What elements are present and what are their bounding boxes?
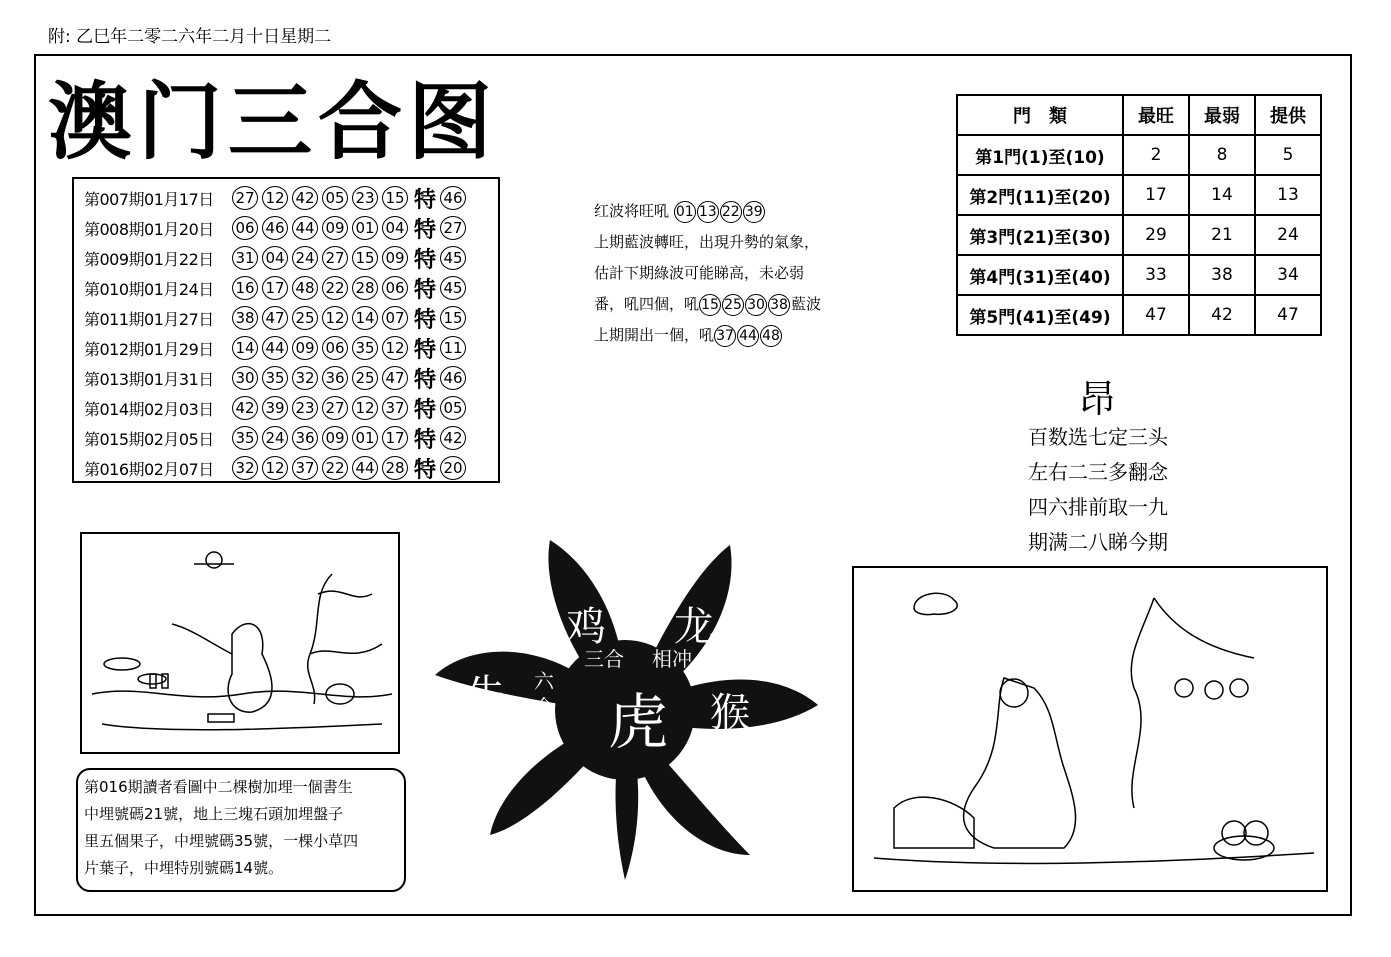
number-ball: 25 [722, 294, 744, 316]
door-value: 13 [1255, 175, 1321, 215]
number-ball: 42 [232, 396, 258, 420]
special-marker: 特 [413, 367, 436, 393]
history-row-label: 第015期02月05日 [84, 429, 214, 449]
number-ball: 23 [352, 186, 378, 210]
door-value: 29 [1123, 215, 1189, 255]
history-row [84, 333, 498, 363]
number-ball: 12 [262, 456, 288, 480]
number-ball: 42 [292, 186, 318, 210]
number-ball: 30 [232, 366, 258, 390]
door-row [957, 135, 1321, 175]
special-marker: 特 [413, 307, 436, 333]
poem-line: 左右二三多翻念 [1028, 460, 1168, 484]
door-value: 17 [1123, 175, 1189, 215]
number-ball: 30 [745, 294, 767, 316]
number-ball: 12 [322, 306, 348, 330]
number-ball: 25 [352, 366, 378, 390]
wave-line-2: 上期藍波轉旺，出現升勢的氣象， [594, 233, 820, 251]
number-ball: 35 [262, 366, 288, 390]
scholar-illustration-left [80, 532, 400, 754]
number-ball: 05 [322, 186, 348, 210]
number-ball: 25 [292, 306, 318, 330]
history-row-label: 第011期01月27日 [84, 309, 214, 329]
history-row [84, 273, 498, 303]
number-ball: 24 [292, 246, 318, 270]
door-range: 第3門(21)至(30) [957, 215, 1123, 255]
door-value: 2 [1123, 135, 1189, 175]
door-value: 21 [1189, 215, 1255, 255]
number-ball: 46 [262, 216, 288, 240]
history-row [84, 183, 498, 213]
poem-line: 百数选七定三头 [1028, 425, 1168, 449]
wave-line-1 [594, 196, 854, 227]
number-ball: 01 [674, 201, 696, 223]
number-ball: 38 [232, 306, 258, 330]
number-ball: 37 [292, 456, 318, 480]
wave-line-5-balls [714, 326, 783, 344]
door-row [957, 255, 1321, 295]
number-ball: 09 [322, 426, 348, 450]
door-value: 24 [1255, 215, 1321, 255]
number-ball: 22 [322, 276, 348, 300]
flower-top-right: 龙 [674, 604, 714, 650]
number-ball: 13 [697, 201, 719, 223]
number-ball: 15 [699, 294, 721, 316]
wave-line-3: 估計下期綠波可能睇高，未必弱 [594, 264, 805, 282]
number-ball: 01 [352, 426, 378, 450]
history-row-label: 第014期02月03日 [84, 399, 214, 419]
history-row-label: 第007期01月17日 [84, 189, 214, 209]
number-ball: 09 [382, 246, 408, 270]
door-value: 47 [1123, 295, 1189, 335]
door-value: 8 [1189, 135, 1255, 175]
special-marker: 特 [413, 277, 436, 303]
history-row-label: 第012期01月29日 [84, 339, 214, 359]
reader-note [76, 768, 406, 892]
history-row-label: 第009期01月22日 [84, 249, 214, 269]
number-ball: 15 [382, 186, 408, 210]
wave-line-4-balls [699, 295, 791, 313]
door-header-min: 最弱 [1189, 95, 1255, 135]
history-row-label: 第008期01月20日 [84, 219, 214, 239]
number-ball: 14 [232, 336, 258, 360]
history-row-label: 第013期01月31日 [84, 369, 214, 389]
special-marker: 特 [413, 397, 436, 423]
number-ball: 36 [292, 426, 318, 450]
wave-line-1-balls [674, 202, 766, 220]
number-ball: 37 [382, 396, 408, 420]
history-row-label: 第016期02月07日 [84, 459, 214, 479]
number-ball: 06 [232, 216, 258, 240]
number-ball: 22 [720, 201, 742, 223]
special-marker: 特 [413, 337, 436, 363]
special-marker: 特 [413, 427, 436, 453]
special-number-ball: 05 [440, 396, 466, 420]
number-ball: 04 [262, 246, 288, 270]
door-header-max: 最旺 [1123, 95, 1189, 135]
poem-line: 四六排前取一九 [1028, 495, 1168, 519]
special-number-ball: 42 [440, 426, 466, 450]
number-ball: 12 [352, 396, 378, 420]
door-value: 42 [1189, 295, 1255, 335]
flower-left: 牛 [466, 672, 506, 718]
number-ball: 27 [232, 186, 258, 210]
number-ball: 44 [352, 456, 378, 480]
special-number-ball: 15 [440, 306, 466, 330]
number-ball: 27 [322, 246, 348, 270]
scholar-sketch-left [82, 534, 398, 752]
number-ball: 14 [352, 306, 378, 330]
door-row [957, 295, 1321, 335]
door-header-offer: 提供 [1255, 95, 1321, 135]
note-line: 第016期讀者看圖中二棵樹加埋一個書生 [84, 778, 353, 796]
number-ball: 28 [382, 456, 408, 480]
flower-xiangchong: 相冲 [652, 647, 692, 671]
door-range: 第1門(1)至(10) [957, 135, 1123, 175]
door-row [957, 215, 1321, 255]
number-ball: 39 [262, 396, 288, 420]
number-ball: 39 [743, 201, 765, 223]
number-ball: 47 [262, 306, 288, 330]
number-ball: 31 [232, 246, 258, 270]
number-ball: 32 [232, 456, 258, 480]
note-line: 片葉子，中埋特別號碼14號。 [84, 859, 284, 877]
door-value: 5 [1255, 135, 1321, 175]
flower-sanhe: 三合 [584, 647, 624, 671]
number-ball: 09 [322, 216, 348, 240]
zodiac-flower [430, 535, 820, 885]
special-marker: 特 [413, 217, 436, 243]
number-ball: 23 [292, 396, 318, 420]
history-row [84, 453, 498, 483]
riddle-char: 昂 [1078, 377, 1117, 421]
door-header-type: 門 類 [957, 95, 1123, 135]
number-ball: 48 [760, 325, 782, 347]
history-row [84, 393, 498, 423]
scholar-sketch-right [854, 568, 1326, 890]
wave-line-1-text: 红波将旺吼 [594, 202, 670, 220]
wave-line-4 [594, 289, 854, 320]
number-ball: 09 [292, 336, 318, 360]
scholar-illustration-right [852, 566, 1328, 892]
number-ball: 06 [382, 276, 408, 300]
number-ball: 47 [382, 366, 408, 390]
history-row [84, 423, 498, 453]
number-ball: 12 [382, 336, 408, 360]
door-table [956, 94, 1322, 336]
riddle-poem [1028, 420, 1168, 560]
special-number-ball: 46 [440, 186, 466, 210]
history-row [84, 363, 498, 393]
number-ball: 15 [352, 246, 378, 270]
flower-top-left: 鸡 [566, 604, 606, 650]
number-ball: 44 [292, 216, 318, 240]
wave-line-4-text: 番，吼四個，吼 [594, 295, 700, 313]
number-ball: 01 [352, 216, 378, 240]
history-row-label: 第010期01月24日 [84, 279, 214, 299]
poem-line: 期满二八睇今期 [1028, 530, 1168, 554]
door-range: 第4門(31)至(40) [957, 255, 1123, 295]
number-ball: 28 [352, 276, 378, 300]
special-number-ball: 20 [440, 456, 466, 480]
door-value: 34 [1255, 255, 1321, 295]
header-date: 附: 乙巳年二零二六年二月十日星期二 [48, 27, 332, 47]
number-ball: 17 [382, 426, 408, 450]
number-ball: 32 [292, 366, 318, 390]
note-line: 里五個果子，中埋號碼35號，一棵小草四 [84, 832, 359, 850]
door-value: 14 [1189, 175, 1255, 215]
number-ball: 24 [262, 426, 288, 450]
door-row [957, 175, 1321, 215]
door-range: 第2門(11)至(20) [957, 175, 1123, 215]
number-ball: 12 [262, 186, 288, 210]
history-table [72, 177, 500, 483]
special-marker: 特 [413, 247, 436, 273]
number-ball: 22 [322, 456, 348, 480]
special-marker: 特 [413, 187, 436, 213]
door-table-header [957, 95, 1321, 135]
special-number-ball: 27 [440, 216, 466, 240]
wave-line-5 [594, 320, 854, 351]
special-number-ball: 11 [440, 336, 466, 360]
special-marker: 特 [413, 457, 436, 483]
number-ball: 27 [322, 396, 348, 420]
special-number-ball: 45 [440, 276, 466, 300]
wave-line-5-text: 上期開出一個，吼 [594, 326, 715, 344]
flower-center: 虎 [608, 688, 668, 758]
number-ball: 35 [352, 336, 378, 360]
number-ball: 48 [292, 276, 318, 300]
number-ball: 17 [262, 276, 288, 300]
flower-liuhe-1: 六 [534, 669, 554, 693]
door-value: 47 [1255, 295, 1321, 335]
special-number-ball: 46 [440, 366, 466, 390]
number-ball: 06 [322, 336, 348, 360]
wave-line-4-suffix: 藍波 [791, 295, 822, 313]
history-row [84, 213, 498, 243]
number-ball: 04 [382, 216, 408, 240]
flower-liuhe-2: 合 [534, 695, 554, 719]
number-ball: 38 [768, 294, 790, 316]
wave-prediction [594, 196, 854, 351]
note-line: 中埋號碼21號，地上三塊石頭加埋盤子 [84, 805, 344, 823]
door-range: 第5門(41)至(49) [957, 295, 1123, 335]
door-value: 33 [1123, 255, 1189, 295]
number-ball: 44 [262, 336, 288, 360]
number-ball: 16 [232, 276, 258, 300]
page-title: 澳门三合图 [48, 73, 499, 171]
history-row [84, 303, 498, 333]
number-ball: 35 [232, 426, 258, 450]
flower-right: 猴 [710, 690, 750, 736]
door-value: 38 [1189, 255, 1255, 295]
number-ball: 07 [382, 306, 408, 330]
number-ball: 37 [714, 325, 736, 347]
special-number-ball: 45 [440, 246, 466, 270]
history-row [84, 243, 498, 273]
number-ball: 36 [322, 366, 348, 390]
number-ball: 44 [737, 325, 759, 347]
